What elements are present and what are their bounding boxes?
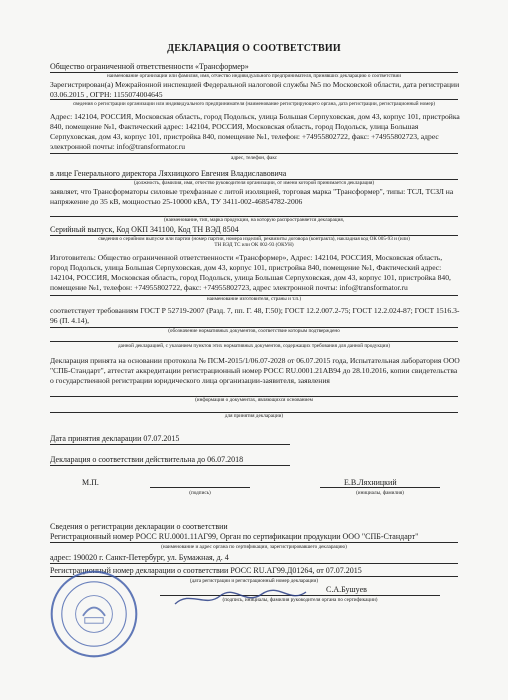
reg-caption: (дата регистрации и регистрационный номер декларации) xyxy=(189,578,319,584)
applicant-address-caption: адрес, телефон, факс xyxy=(230,155,278,161)
standards-caption-2: данной декларацией, с указанием пунктов этих нормативных документов, содержащих требования для данной продукции) xyxy=(118,343,390,349)
series-caption-1: сведения о серийном выпуске или партии (номер партии, номера изделий, реквизиты договора (контракта), накладная код ОК 005-93 и (или) xyxy=(98,236,410,242)
manufacturer-text: Изготовитель: Общество ограниченной ответственности «Трансформер», Адрес: 142104, РОССИЯ, Московская область, город Подольск, улица Большая Серпуховская, дом 43, корпус 101, пристройка 840, помещение №1, Фактический адрес: 142104, РОССИЯ, Московская область, город Подольск, улица Большая Серпуховская, дом 43, корпус 101, пристройка 840, помещение №1, телефон: +74955802722, факс: +74955802723, адрес электронной почты: info@transformator.ru xyxy=(50,253,451,292)
official-caption: (подпись, инициалы, фамилия руководителя органа по сертификации) xyxy=(222,597,378,603)
divider xyxy=(50,153,458,154)
applicant-registration: Зарегистрирован(а) Межрайонной инспекцией Федеральной налоговой службы №5 по Московской области, дата регистрации 03.06.2015 , ОГРН: 1155074004645 xyxy=(50,80,460,99)
basis-caption-2: для принятия декларации) xyxy=(224,413,284,419)
manufacturer-caption: наименование изготовителя, страны и т.п.) xyxy=(206,296,302,302)
basis-caption-1: (информация о документах, являющихся основанием xyxy=(195,397,313,403)
signature-line xyxy=(150,487,250,488)
signer-line xyxy=(320,487,440,488)
registration-address: адрес: 190020 г. Санкт-Петербург, ул. Бумажная, д. 4 xyxy=(50,553,229,562)
applicant-name: Общество ограниченной ответственности «Трансформер» xyxy=(50,62,249,71)
product-declaration: заявляет, что Трансформаторы силовые трехфазные с литой изоляцией, торговая марка "Трансформер", типы: ТСЛ, ТСЗЛ на напряжение до 35 кВ, мощностью 25-10000 кВА, ТУ 3411-002-46854782-2006 xyxy=(50,187,454,206)
official-name: С.А.Бушуев xyxy=(326,585,367,594)
applicant-person: в лице Генерального директора Ляхницкого Евгения Владиславовича xyxy=(50,169,287,178)
standards-text: соответствует требованиям ГОСТ Р 52719-2007 (Разд. 7, пп. Г. 48, Г.50); ГОСТ 12.2.007.2-75; ГОСТ 12.2.024-87; ГОСТ 1516.3-96 (П. 4.14), xyxy=(50,306,460,325)
series-caption-2: ТН ВЭД ТС или ОК 002-93 (ОКУН) xyxy=(214,242,294,248)
registration-heading: Сведения о регистрации декларации о соответствии xyxy=(50,522,228,531)
declaration-reg-number: Регистрационный номер декларации о соответствии РОСС RU.АГ99.Д01264, от 07.07.2015 xyxy=(50,566,362,575)
applicant-person-caption: (должность, фамилия, имя, отчество руководителя организации, от имени которой принимается декларация) xyxy=(133,180,375,186)
divider xyxy=(50,444,290,445)
stamp-placeholder: М.П. xyxy=(82,478,99,487)
certification-stamp-icon xyxy=(48,568,140,660)
divider xyxy=(50,99,458,100)
divider xyxy=(50,542,458,543)
applicant-name-caption: наименование организации или фамилия, имя, отчество индивидуального предпринимателя, принявших декларацию о соответствии xyxy=(106,73,402,79)
registration-body-caption: (наименование и адрес органа по сертификации, зарегистрировавшего декларацию) xyxy=(161,544,347,550)
applicant-address: Адрес: 142104, РОССИЯ, Московская область, город Подольск, улица Большая Серпуховская, дом 43, корпус 101, пристройка 840, помещение №1, Фактический адрес: 142104, РОССИЯ, Московская область, город Подольск, улица Большая Серпуховская, дом 43, корпус 101, пристройка 840, помещение №1, телефон: +74955802722, факс: +74955802723, адрес электронной почты: info@transformator.ru xyxy=(50,112,460,151)
applicant-registration-caption: сведения о регистрации организации или индивидуального предпринимателя (наименование регистрирующего органа, дата регистрации, регистрационный номер) xyxy=(72,101,436,107)
product-caption: (наименование, тип, марка продукции, на которую распространяется декларация, xyxy=(163,217,345,223)
signer-caption: (инициалы, фамилия) xyxy=(356,490,404,496)
date-valid: Декларация о соответствии действительна до 06.07.2018 xyxy=(50,455,244,464)
standards-caption-1: (обозначение нормативных документов, соответствие которым подтверждено xyxy=(168,328,340,334)
official-signature-icon xyxy=(170,588,310,610)
divider xyxy=(50,563,458,564)
signer-name: Е.В.Ляхницкий xyxy=(344,478,397,487)
signature-caption: (подпись) xyxy=(189,490,211,496)
date-accepted: Дата принятия декларации 07.07.2015 xyxy=(50,434,180,443)
product-series: Серийный выпуск, Код ОКП 341100, Код ТН ВЭД 8504 xyxy=(50,225,239,234)
basis-text: Декларация принята на основании протокола № ПСМ-2015/1/06.07-2028 от 06.07.2015 года, Испытательная лаборатория ООО "СПБ-Стандарт", аттестат аккредитации регистрационный номер РОСС RU.0001.21АВ94 до 28.10.2016, копии свидетельства о государственной регистрации юридического лица организации-заявителя, заявления xyxy=(50,356,460,385)
divider xyxy=(50,341,458,342)
document-title: ДЕКЛАРАЦИЯ О СООТВЕТСТВИИ xyxy=(167,43,341,54)
registration-body: Регистрационный номер РОСС RU.0001.11АГ99, Орган по сертификации продукции ООО "СПБ-Стандарт" xyxy=(50,532,419,541)
divider xyxy=(50,465,290,466)
